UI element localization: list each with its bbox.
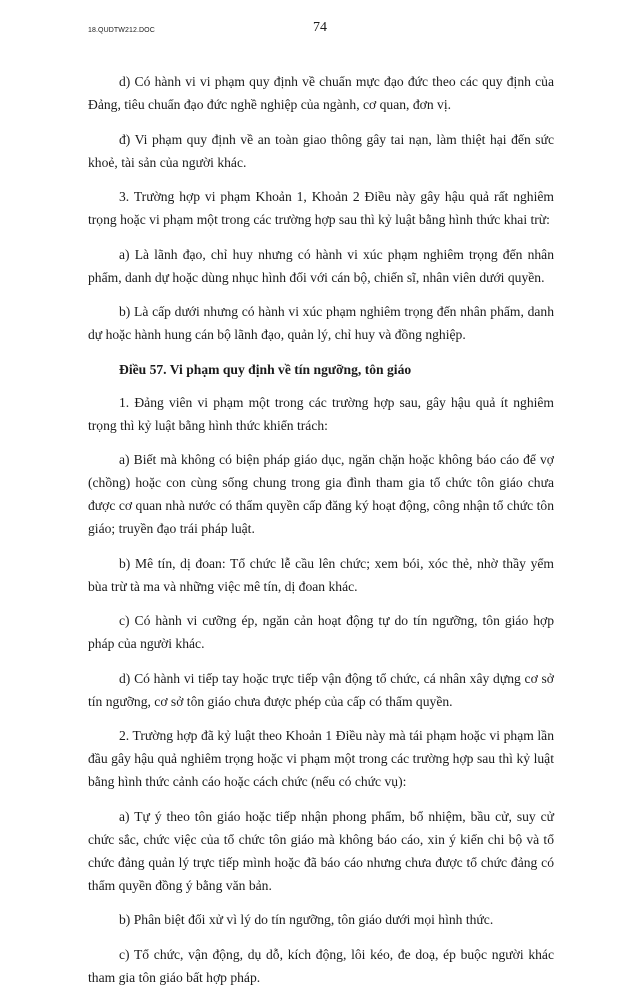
clause-d-ethics-violation: d) Có hành vi vi phạm quy định về chuẩn mực đạo đức theo các quy định của Đảng, tiêu chuẩn đạo đức nghề nghiệp của ngành, cơ quan, đơn vị. xyxy=(88,74,554,112)
page-number: 74 xyxy=(313,20,327,35)
clause-3a-leader-abuse: a) Là lãnh đạo, chỉ huy nhưng có hành vi xúc phạm nghiêm trọng đến nhân phẩm, danh dự hoặc dùng nhục hình đối với cán bộ, chiến sĩ, nhân viên dưới quyền. xyxy=(88,246,554,285)
article-57-clause-1c: c) Có hành vi cưỡng ép, ngăn cản hoạt động tự do tín ngưỡng, tôn giáo hợp pháp của người khác. xyxy=(88,613,554,651)
clause-dd-traffic-violation: đ) Vi phạm quy định về an toàn giao thông gây tai nạn, làm thiệt hại đến sức khoẻ, tài sản của người khác. xyxy=(88,131,554,170)
document-body xyxy=(88,70,554,1000)
article-57-clause-1: 1. Đảng viên vi phạm một trong các trường hợp sau, gây hậu quả ít nghiêm trọng thì kỷ luật bằng hình thức khiển trách: xyxy=(88,394,554,433)
file-identifier: 18.QUDTW212.DOC xyxy=(88,27,155,34)
article-57-clause-1a: a) Biết mà không có biện pháp giáo dục, ngăn chặn hoặc không báo cáo để vợ (chồng) hoặc con cùng sống chung trong gia đình tham gia tổ chức tôn giáo chưa được cơ quan nhà nước có thẩm quyền cấp đăng ký hoạt động, công nhận tổ chức tôn giáo; truyền đạo trái pháp luật. xyxy=(88,452,554,536)
article-57-clause-1d: d) Có hành vi tiếp tay hoặc trực tiếp vận động tổ chức, cá nhân xây dựng cơ sở tín ngưỡng, cơ sở tôn giáo chưa được phép của cấp có thẩm quyền. xyxy=(88,670,554,709)
article-57-clause-2c: c) Tổ chức, vận động, dụ dỗ, kích động, lôi kéo, đe doạ, ép buộc người khác tham gia tôn giáo bất hợp pháp. xyxy=(88,946,554,985)
clause-3-expulsion: 3. Trường hợp vi phạm Khoản 1, Khoản 2 Điều này gây hậu quả rất nghiêm trọng hoặc vi phạm một trong các trường hợp sau thì kỷ luật bằng hình thức khai trừ: xyxy=(88,189,554,227)
article-57-heading: Điều 57. Vi phạm quy định về tín ngưỡng, tôn giáo xyxy=(119,361,412,377)
article-57-clause-2a: a) Tự ý theo tôn giáo hoặc tiếp nhận phong phẩm, bổ nhiệm, bầu cử, suy cử chức sắc, chức việc của tổ chức tôn giáo mà không báo cáo, xin ý kiến chi bộ và tổ chức đảng quản lý trực tiếp mình hoặc đã báo cáo nhưng chưa được tổ chức đảng có thẩm quyền đồng ý bằng văn bản. xyxy=(88,808,554,893)
clause-3b-subordinate-assault: b) Là cấp dưới nhưng có hành vi xúc phạm nghiêm trọng đến nhân phẩm, danh dự hoặc hành hung cán bộ lãnh đạo, quản lý, chỉ huy và đồng nghiệp. xyxy=(88,304,554,342)
article-57-clause-2b: b) Phân biệt đối xử vì lý do tín ngưỡng, tôn giáo dưới mọi hình thức. xyxy=(119,912,494,927)
article-57-clause-1b: b) Mê tín, dị đoan: Tổ chức lễ cầu lên chức; xem bói, xóc thẻ, nhờ thầy yểm bùa trừ tà ma và những việc mê tín, dị đoan khác. xyxy=(88,555,554,594)
article-57-clause-2: 2. Trường hợp đã kỷ luật theo Khoản 1 Điều này mà tái phạm hoặc vi phạm lần đầu gây hậu quả nghiêm trọng hoặc vi phạm một trong các trường hợp sau thì kỷ luật bằng hình thức cảnh cáo hoặc cách chức (nếu có chức vụ): xyxy=(88,728,554,789)
